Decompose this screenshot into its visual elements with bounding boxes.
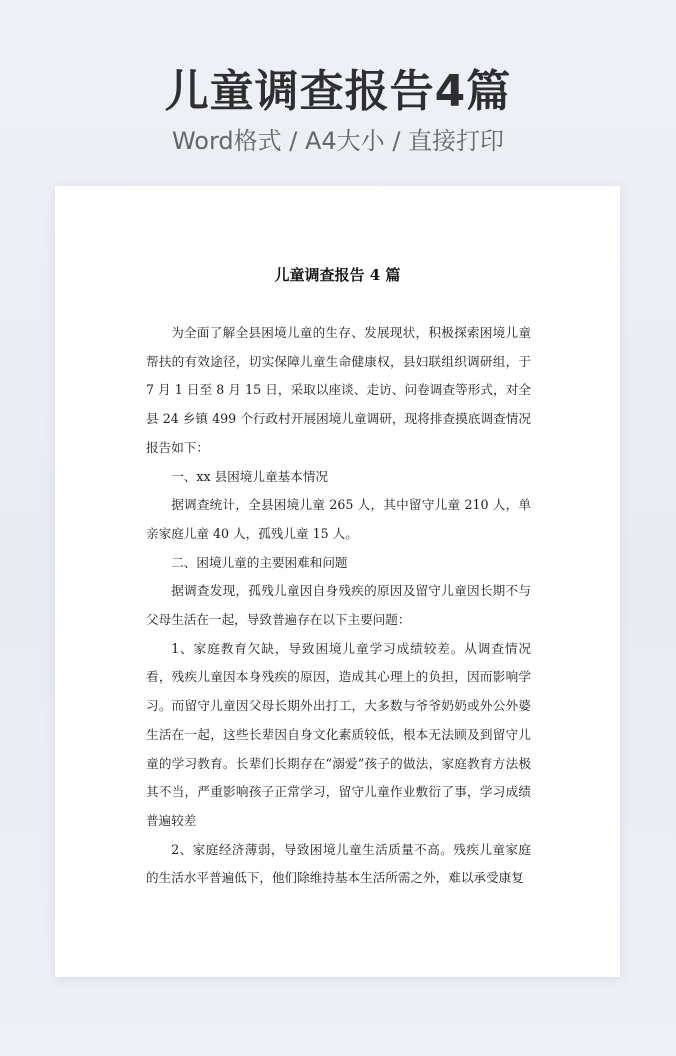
paragraph-point-1: 1、家庭教育欠缺，导致困境儿童学习成绩较差。从调查情况看，残疾儿童因本身残疾的原因，造成其心理上的负担，因而影响学习。而留守儿童因父母长期外出打工，大多数与爷爷奶奶或外公外婆生活在一起，这些长辈因自身文化素质较低，根本无法顾及到留守儿童的学习教育。长辈们长期存在“溺爱”孩子的做法，家庭教育方法极其不当，严重影响孩子正常学习，留守儿童作业敷衍了事，学习成绩普遍较差: [146, 640, 531, 828]
banner-title: 儿童调查报告4篇: [164, 66, 512, 117]
section-heading-1: 一、xx 县困境儿童基本情况: [171, 468, 328, 484]
paragraph-findings: 据调查发现，孤残儿童因自身残疾的原因及留守儿童因长期不与父母生活在一起，导致普遍存在以下主要问题：: [146, 583, 531, 628]
paragraph-point-2: 2、家庭经济薄弱，导致困境儿童生活质量不高。残疾儿童家庭的生活水平普遍低下，他们除维持基本生活所需之外，难以承受康复: [146, 841, 531, 886]
document-body: [146, 319, 531, 893]
section-heading-2: 二、困境儿童的主要困难和问题: [171, 554, 348, 570]
paragraph-intro: 为全面了解全县困境儿童的生存、发展现状，积极探索困境儿童帮扶的有效途径，切实保障儿童生命健康权，县妇联组织调研组，于 7 月 1 日至 8 月 15 日，采取以座谈、走访、问卷调查等形式，对全县 24 乡镇 499 个行政村开展困境儿童调研，现将排查摸底调查情况报告如下：: [146, 325, 531, 455]
document-title: 儿童调查报告 4 篇: [274, 266, 401, 284]
banner-subtitle: Word格式 / A4大小 / 直接打印: [171, 127, 505, 155]
document-page: [55, 186, 620, 977]
banner: [0, 62, 676, 158]
paragraph-statistics: 据调查统计，全县困境儿童 265 人，其中留守儿童 210 人，单亲家庭儿童 40 人，孤残儿童 15 人。: [146, 497, 531, 541]
